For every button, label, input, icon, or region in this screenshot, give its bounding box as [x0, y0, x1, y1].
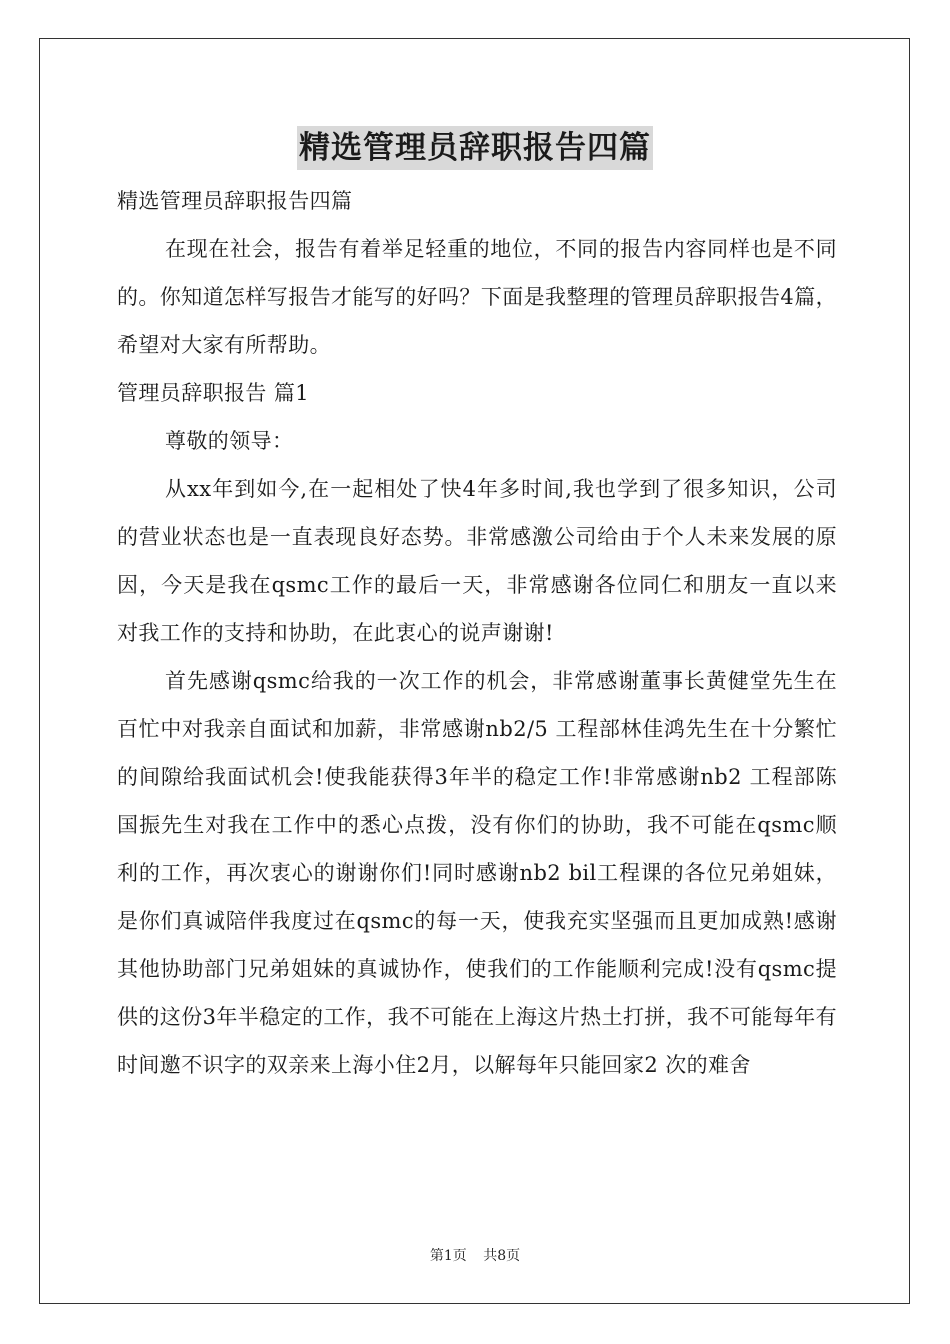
body-paragraph-2: 首先感谢qsmc给我的一次工作的机会，非常感谢董事长黄健堂先生在百忙中对我亲自面试和加薪，非常感谢nb2/5 工程部林佳鸿先生在十分繁忙的间隙给我面试机会!使我能获得3年半的稳定工作!非常感谢nb2 工程部陈国振先生对我在工作中的悉心点拨，没有你们的协助，我不可能在qsmc顺利的工作，再次衷心的谢谢你们!同时感谢nb2 bil工程课的各位兄弟姐妹，是你们真诚陪伴我度过在qsmc的每一天，使我充实坚强而且更加成熟!感谢其他协助部门兄弟姐妹的真诚协作，使我们的工作能顺利完成!没有qsmc提供的这份3年半稳定的工作，我不可能在上海这片热土打拼，我不可能每年有时间邀不识字的双亲来上海小住2月，以解每年只能回家2 次的难舍 [117, 669, 837, 1077]
salutation: 尊敬的领导： [165, 429, 294, 453]
intro-paragraph: 在现在社会，报告有着举足轻重的地位，不同的报告内容同样也是不同的。你知道怎样写报告才能写的好吗？下面是我整理的管理员辞职报告4篇，希望对大家有所帮助。 [117, 237, 837, 357]
page-footer [0, 1245, 950, 1265]
document-title: 精选管理员辞职报告四篇 [297, 126, 653, 170]
page-total: 共8页 [483, 1248, 521, 1264]
page-number: 第1页 [429, 1248, 467, 1264]
document-body [117, 177, 837, 1089]
title-container [0, 126, 950, 170]
section-heading: 管理员辞职报告 篇1 [117, 381, 310, 405]
body-paragraph-1: 从xx年到如今,在一起相处了快4年多时间,我也学到了很多知识，公司的营业状态也是一直表现良好态势。非常感激公司给由于个人未来发展的原因，今天是我在qsmc工作的最后一天，非常感谢各位同仁和朋友一直以来对我工作的支持和协助，在此衷心的说声谢谢! [117, 477, 837, 645]
document-subtitle: 精选管理员辞职报告四篇 [117, 189, 353, 213]
